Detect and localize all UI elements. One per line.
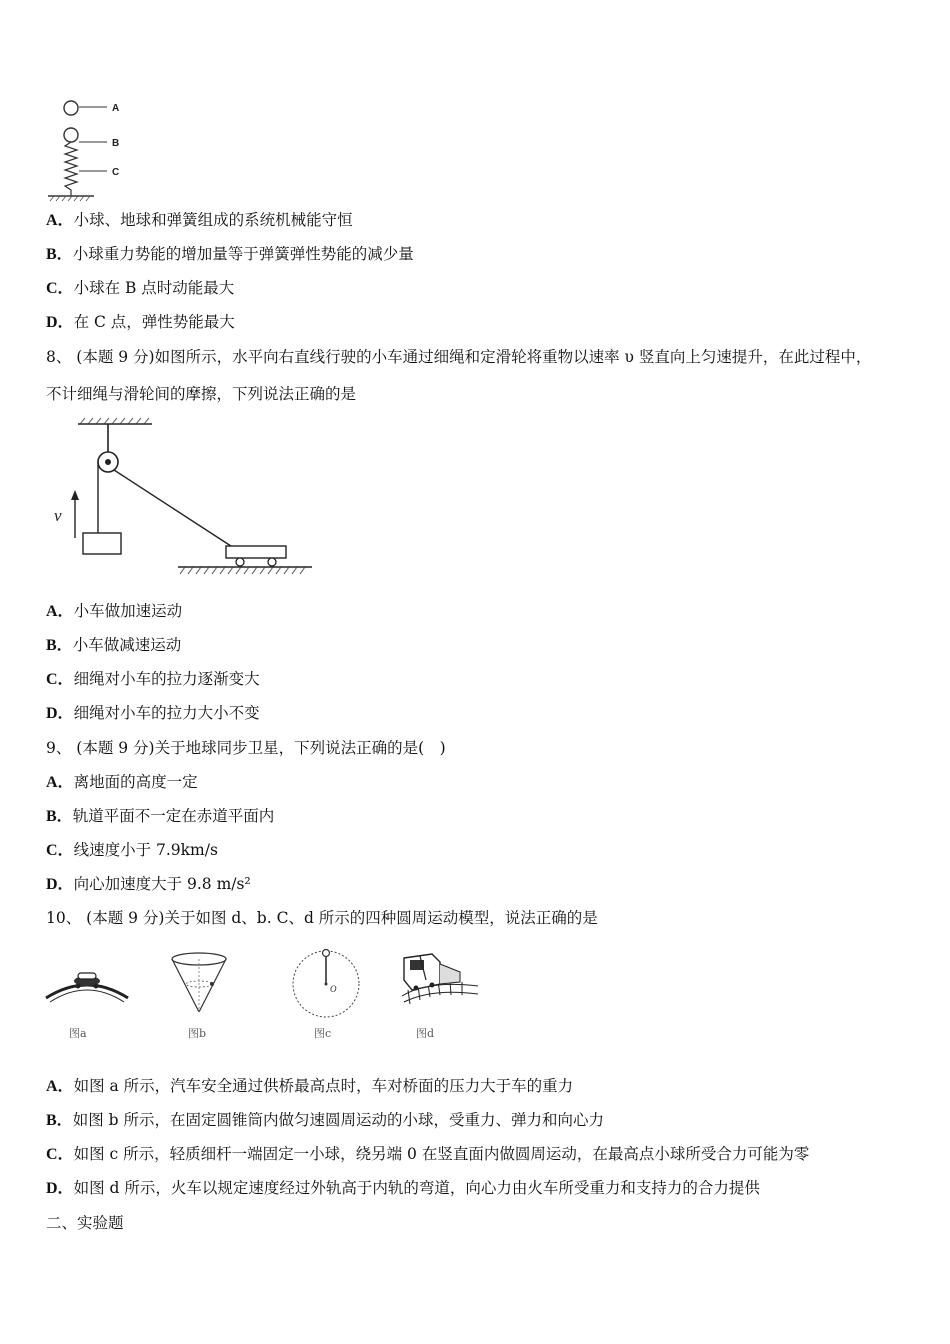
option-text: 如图 a 所示，汽车安全通过供桥最高点时，车对桥面的压力大于车的重力 — [73, 1077, 574, 1095]
q9-option-a — [46, 772, 198, 793]
q9-option-c — [46, 840, 218, 861]
weight-block — [83, 533, 121, 554]
section-title: 二、实验题 — [46, 1214, 124, 1232]
cart — [226, 546, 286, 558]
velocity-label: v — [54, 506, 62, 525]
rope-to-cart — [114, 470, 234, 548]
option-text: 在 C 点，弹性势能最大 — [73, 313, 235, 331]
q10-stem: 10、 (本题 9 分)关于如图 d、b. C、d 所示的四种圆周运动模型，说法正确的是 — [46, 909, 598, 927]
option-key: B． — [46, 1112, 73, 1129]
option-text: 小车做加速运动 — [73, 602, 183, 620]
spring-ball-figure — [44, 96, 134, 202]
option-text: 轨道平面不一定在赤道平面内 — [72, 807, 275, 825]
option-key: A． — [46, 774, 74, 791]
q7-option-c — [46, 278, 234, 299]
option-key: A． — [46, 603, 74, 620]
option-text: 细绳对小车的拉力逐渐变大 — [73, 670, 260, 688]
option-key: C． — [46, 280, 74, 297]
option-key: D． — [46, 705, 74, 722]
option-key: C． — [46, 1146, 74, 1163]
fig-b-cone — [168, 950, 230, 1016]
fig-c-rod-circle — [288, 946, 364, 1022]
ball-position-b — [64, 128, 78, 142]
caption-fig-c: 图c — [314, 1027, 332, 1040]
label-b: B — [112, 138, 120, 149]
q9-stem: 9、 (本题 9 分)关于地球同步卫星，下列说法正确的是( ) — [46, 739, 446, 757]
option-key: A． — [46, 212, 74, 229]
q7-option-a — [46, 210, 353, 231]
option-text: 细绳对小车的拉力大小不变 — [73, 704, 260, 722]
q7-option-b — [46, 244, 414, 265]
caption-fig-a: 图a — [69, 1027, 87, 1040]
q9-option-b — [46, 806, 274, 827]
label-a: A — [112, 103, 120, 114]
option-text: 离地面的高度一定 — [73, 773, 198, 791]
label-c: C — [112, 167, 120, 178]
fig-d-train-curve — [398, 950, 480, 1006]
option-key: A． — [46, 1078, 74, 1095]
option-text: 如图 b 所示，在固定圆锥筒内做匀速圆周运动的小球，受重力、弹力和向心力 — [72, 1111, 604, 1129]
caption-fig-b: 图b — [188, 1027, 207, 1040]
option-text: 线速度小于 7.9km/s — [73, 841, 218, 859]
q10-option-c — [46, 1144, 809, 1165]
q8-stem-line2: 不计细绳与滑轮间的摩擦，下列说法正确的是 — [46, 385, 357, 403]
option-text: 小球重力势能的增加量等于弹簧弹性势能的减少量 — [72, 245, 414, 263]
q8-option-b — [46, 635, 181, 656]
caption-fig-d: 图d — [416, 1027, 435, 1040]
option-key: B． — [46, 246, 73, 263]
option-text: 小车做减速运动 — [72, 636, 182, 654]
option-key: C． — [46, 671, 74, 688]
q8-stem-line1: 8、 (本题 9 分)如图所示，水平向右直线行驶的小车通过细绳和定滑轮将重物以速率 υ 竖直向上匀速提升，在此过程中， — [46, 348, 872, 366]
pulley-cart-figure — [48, 416, 318, 580]
q8-option-c — [46, 669, 260, 690]
option-text: 小球在 B 点时动能最大 — [73, 279, 235, 297]
q8-option-a — [46, 601, 182, 622]
option-text: 向心加速度大于 9.8 m/s² — [73, 875, 251, 893]
option-key: D． — [46, 876, 74, 893]
option-key: B． — [46, 808, 73, 825]
q10-option-a — [46, 1076, 573, 1097]
option-key: D． — [46, 314, 74, 331]
option-text: 小球、地球和弹簧组成的系统机械能守恒 — [73, 211, 353, 229]
q10-option-d — [46, 1178, 760, 1199]
option-key: D． — [46, 1180, 74, 1197]
center-label: O — [330, 984, 337, 994]
option-key: B． — [46, 637, 73, 654]
fig-a-car-bridge — [44, 962, 130, 1008]
q9-option-d — [46, 874, 251, 895]
q7-option-d — [46, 312, 235, 333]
q8-option-d — [46, 703, 260, 724]
option-text: 如图 d 所示，火车以规定速度经过外轨高于内轨的弯道，向心力由火车所受重力和支持力的合力提供 — [73, 1179, 760, 1197]
option-text: 如图 c 所示，轻质细杆一端固定一小球，绕另端 0 在竖直面内做圆周运动，在最高点小球所受合力可能为零 — [73, 1145, 810, 1163]
option-key: C． — [46, 842, 74, 859]
ball-position-a — [64, 101, 78, 115]
q10-option-b — [46, 1110, 604, 1131]
spring — [65, 142, 77, 196]
